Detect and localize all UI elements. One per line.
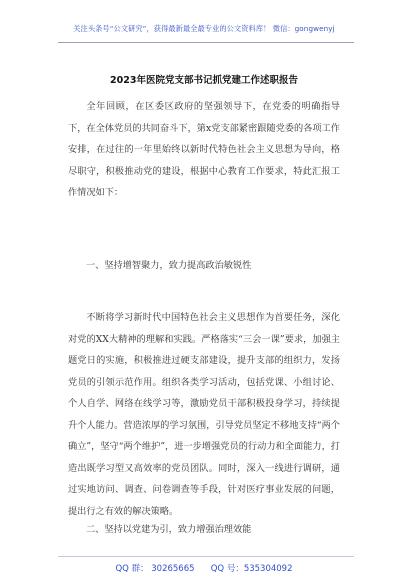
section-heading-2: 二、坚持以党建为引，致力增强治理效能 xyxy=(86,524,252,535)
section-1-paragraph: 不断将学习新时代中国特色社会主义思想作为首要任务，深化对党的XX大精神的理解和实践。严格落实“三会一课”要求，加强主题党日的实施，积极推进过硬支部建设，提升支部的组织力，发扬党员的引领示范作用。组织各类学习活动，包括党课、小组讨论、个人自学、网络在线学习等，激励党员干部积极投身学习，持续提升个人能力。营造浓厚的学习氛围，引导党员坚定不移地支持“两个确立”，坚守“两个维护”，进一步增强党员的行动力和全面能力，打造出既学习型又高效率的党员团队。同时，深入一线进行调研，通过实地访问、调查、问卷调查等手段，针对医疗事业发展的问题，提出行之有效的解决策略。 xyxy=(68,312,340,517)
section-heading-1: 一、坚持增智聚力，致力提高政治敏锐性 xyxy=(86,260,252,271)
footer-divider xyxy=(58,556,354,557)
header-divider xyxy=(58,42,354,43)
intro-paragraph: 全年回顾，在区委区政府的坚强领导下，在党委的明确指导下，在全体党员的共同奋斗下，第x党支部紧密跟随党委的各项工作安排，在过往的一年里始终以新时代特色社会主义思想为导向，格尽职守，积极推动党的建设，根据中心教育工作要求，特此汇报工作情况如下： xyxy=(68,101,340,198)
document-title: 2023年医院党支部书记抓党建工作述职报告 xyxy=(110,75,298,86)
footer-contact: QQ 群： 30265665 QQ 号：535304092 xyxy=(115,564,293,574)
header-banner: 关注头条号“公文研究”，获得最新最全最专业的公文资料库！ 微信：gongwenyj xyxy=(73,24,335,33)
